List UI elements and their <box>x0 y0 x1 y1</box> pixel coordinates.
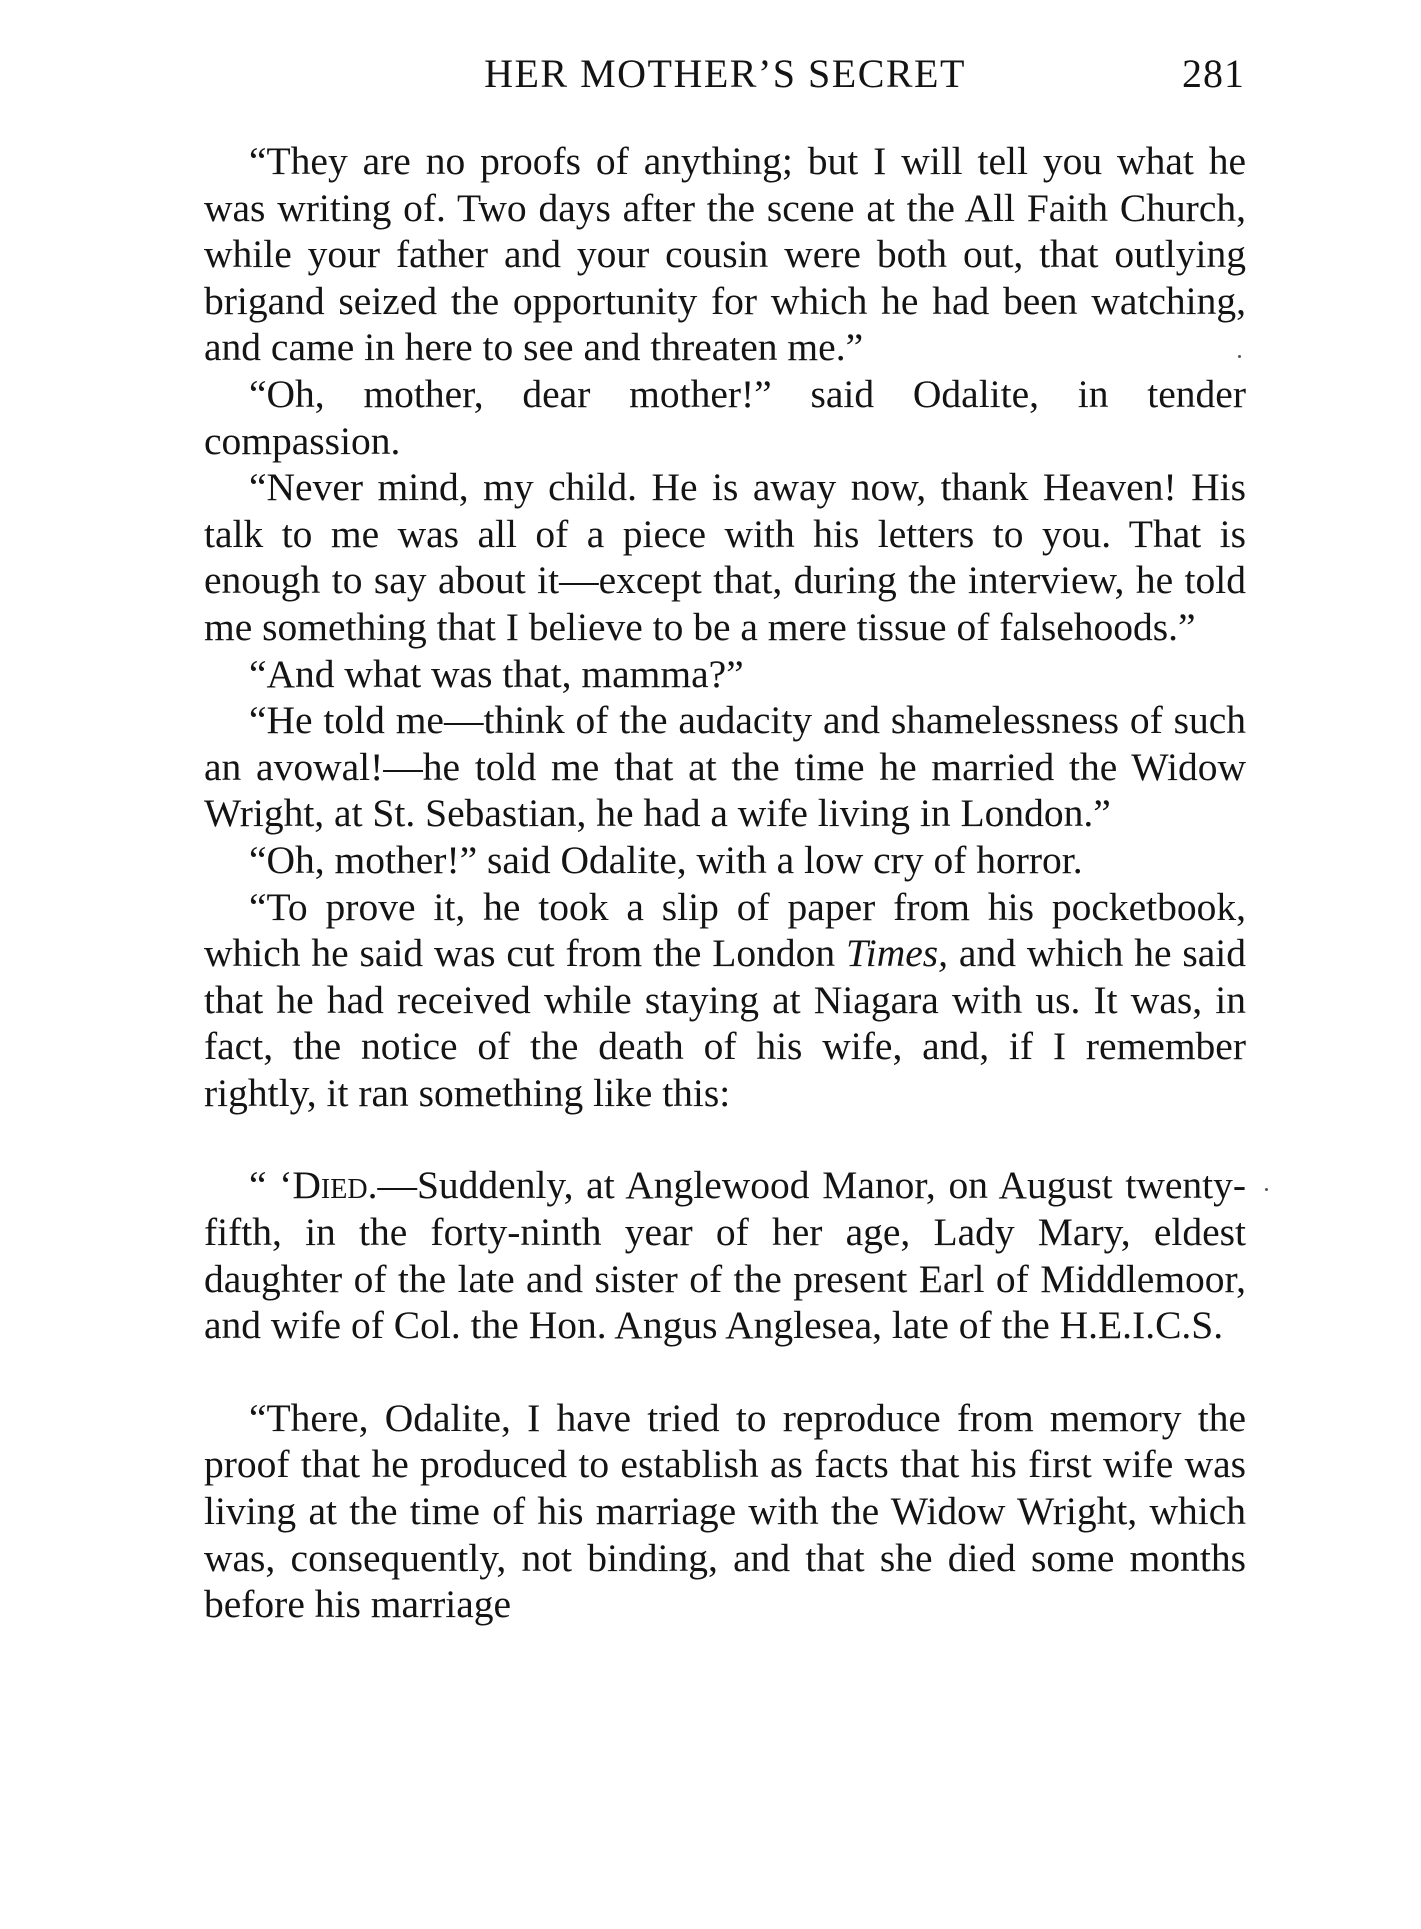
paragraph: “Never mind, my child. He is away now, thank Heaven! His talk to me was all of a piece with his letters to you. That is enough to say about it—except that, during the interview, he told me something that I believe to be a mere tissue of falsehoods.” <box>204 465 1246 649</box>
quote-text: .—Suddenly, at Anglewood Manor, on August twenty-fifth, in the forty-ninth year of her age, Lady Mary, eldest daughter of the late and sister of the present Earl of Middlemoor, and wife of Col. the Hon. Angus Anglesea, late of the H.E.I.C.S. <box>204 1163 1247 1348</box>
paragraph-text: and which he said that he had received while staying at Niagara with us. It was, in fact, the notice of the death of his wife, and, if I remember rightly, it ran something like this: <box>204 931 1247 1115</box>
print-speck <box>1265 1188 1268 1191</box>
print-speck <box>1238 355 1241 358</box>
paragraph: “Oh, mother, dear mother!” said Odalite, in tender compassion. <box>204 371 1246 463</box>
page-number: 281 <box>1182 51 1245 96</box>
paragraph <box>204 884 1246 1117</box>
body-text <box>204 138 1246 1628</box>
paragraph: “And what was that, mamma?” <box>249 651 744 696</box>
italic-newspaper-title: Times, <box>845 931 949 976</box>
running-head <box>205 50 1245 102</box>
paragraph: “Oh, mother!” said Odalite, with a low cry of horror. <box>249 837 1083 882</box>
paragraph: “They are no proofs of anything; but I will tell you what he was writing of. Two days after the scene at the All Faith Church, while your father and your cousin were both out, that outlying brigand seized the opportunity for which he had been watching, and came in here to see and threaten me.” <box>204 139 1246 370</box>
paragraph-text: “To prove it, he took a slip of paper from his pocketbook, which he said was cut from the London <box>204 884 1246 976</box>
closing-paragraph: “There, Odalite, I have tried to reproduce from memory the proof that he produced to establish as facts that his first wife was living at the time of his marriage with the Widow Wright, which was, consequently, not binding, and that she died some months before his marriage <box>204 1395 1246 1627</box>
death-notice-quote <box>204 1162 1246 1348</box>
running-title: HER MOTHER’S SECRET <box>484 51 966 96</box>
quote-small-caps: Died <box>292 1163 368 1208</box>
quote-lead: “ ‘ <box>249 1163 293 1208</box>
paragraph: “He told me—think of the audacity and shamelessness of such an avowal!—he told me that at the time he married the Widow Wright, at St. Sebastian, he had a wife living in London.” <box>204 698 1246 836</box>
